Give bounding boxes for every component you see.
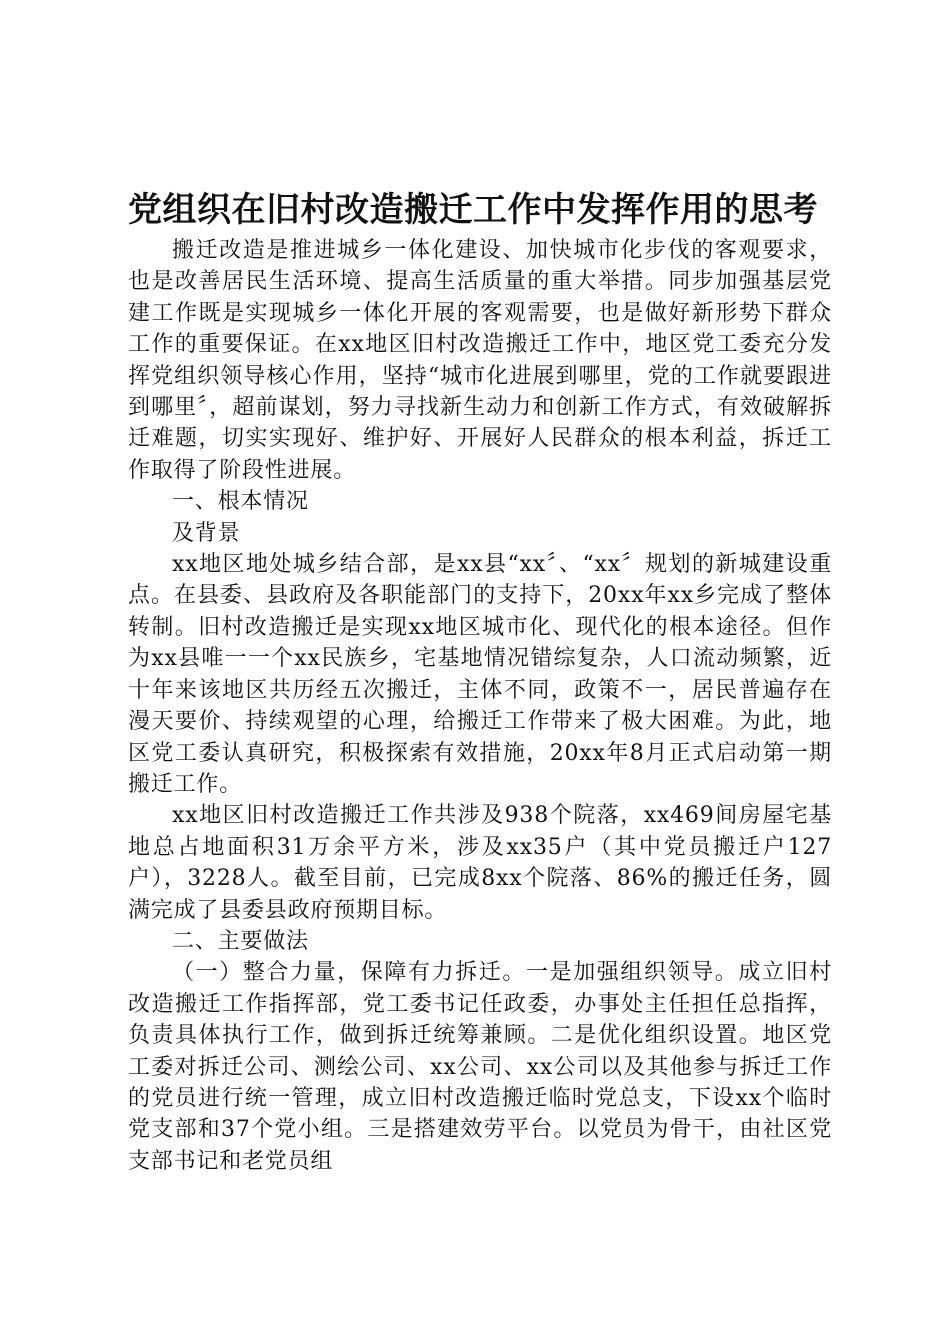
paragraph-background: xx地区地处城乡结合部，是xx县“xx〞、“xx〞规划的新城建设重点。在县委、县政府及各职能部门的支持下，20xx年xx乡完成了整体转制。旧村改造搬迁是实现xx地区城市化、现代化的根本途径。但作为xx县唯一一个xx民族乡，宅基地情况错综复杂，人口流动频繁，近十年来该地区共历经五次搬迁，主体不同，政策不一，居民普遍存在漫天要价、持续观望的心理，给搬迁工作带来了极大困难。为此，地区党工委认真研究，积极探索有效措施，20xx年8月正式启动第一期搬迁工作。 xyxy=(128,552,832,797)
section-heading-background: 及背景 xyxy=(172,520,241,546)
section-heading-main-practices: 二、主要做法 xyxy=(172,928,309,954)
paragraph-practice-one: （一）整合力量，保障有力拆迁。一是加强组织领导。成立旧村改造搬迁工作指挥部，党工委书记任政委，办事处主任担任总指挥，负责具体执行工作，做到拆迁统筹兼顾。二是优化组织设置。地区党工委对拆迁公司、测绘公司、xx公司、xx公司以及其他参与拆迁工作的党员进行统一管理，成立旧村改造搬迁临时党总支，下设xx个临时党支部和37个党小组。三是搭建效劳平台。以党员为骨干，由社区党支部书记和老党员组 xyxy=(128,960,832,1174)
section-heading-basic-situation: 一、根本情况 xyxy=(172,489,309,515)
document-title: 党组织在旧村改造搬迁工作中发挥作用的思考 xyxy=(128,190,818,230)
paragraph-intro: 搬迁改造是推进城乡一体化建设、加快城市化步伐的客观要求，也是改善居民生活环境、提高生活质量的重大举措。同步加强基层党建工作既是实现城乡一体化开展的客观需要，也是做好新形势下群众工作的重要保证。在xx地区旧村改造搬迁工作中，地区党工委充分发挥党组织领导核心作用，坚持“城市化进展到哪里，党的工作就要跟进到哪里〞，超前谋划，努力寻找新生动力和创新工作方式，有效破解拆迁难题，切实实现好、维护好、开展好人民群众的根本利益，拆迁工作取得了阶段性进展。 xyxy=(128,238,832,483)
paragraph-scope: xx地区旧村改造搬迁工作共涉及938个院落，xx469间房屋宅基地总占地面积31万余平方米，涉及xx35户（其中党员搬迁户127户），3228人。截至目前，已完成8xx个院落、86%的搬迁任务，圆满完成了县委县政府预期目标。 xyxy=(128,803,832,923)
document-body xyxy=(128,186,832,1177)
